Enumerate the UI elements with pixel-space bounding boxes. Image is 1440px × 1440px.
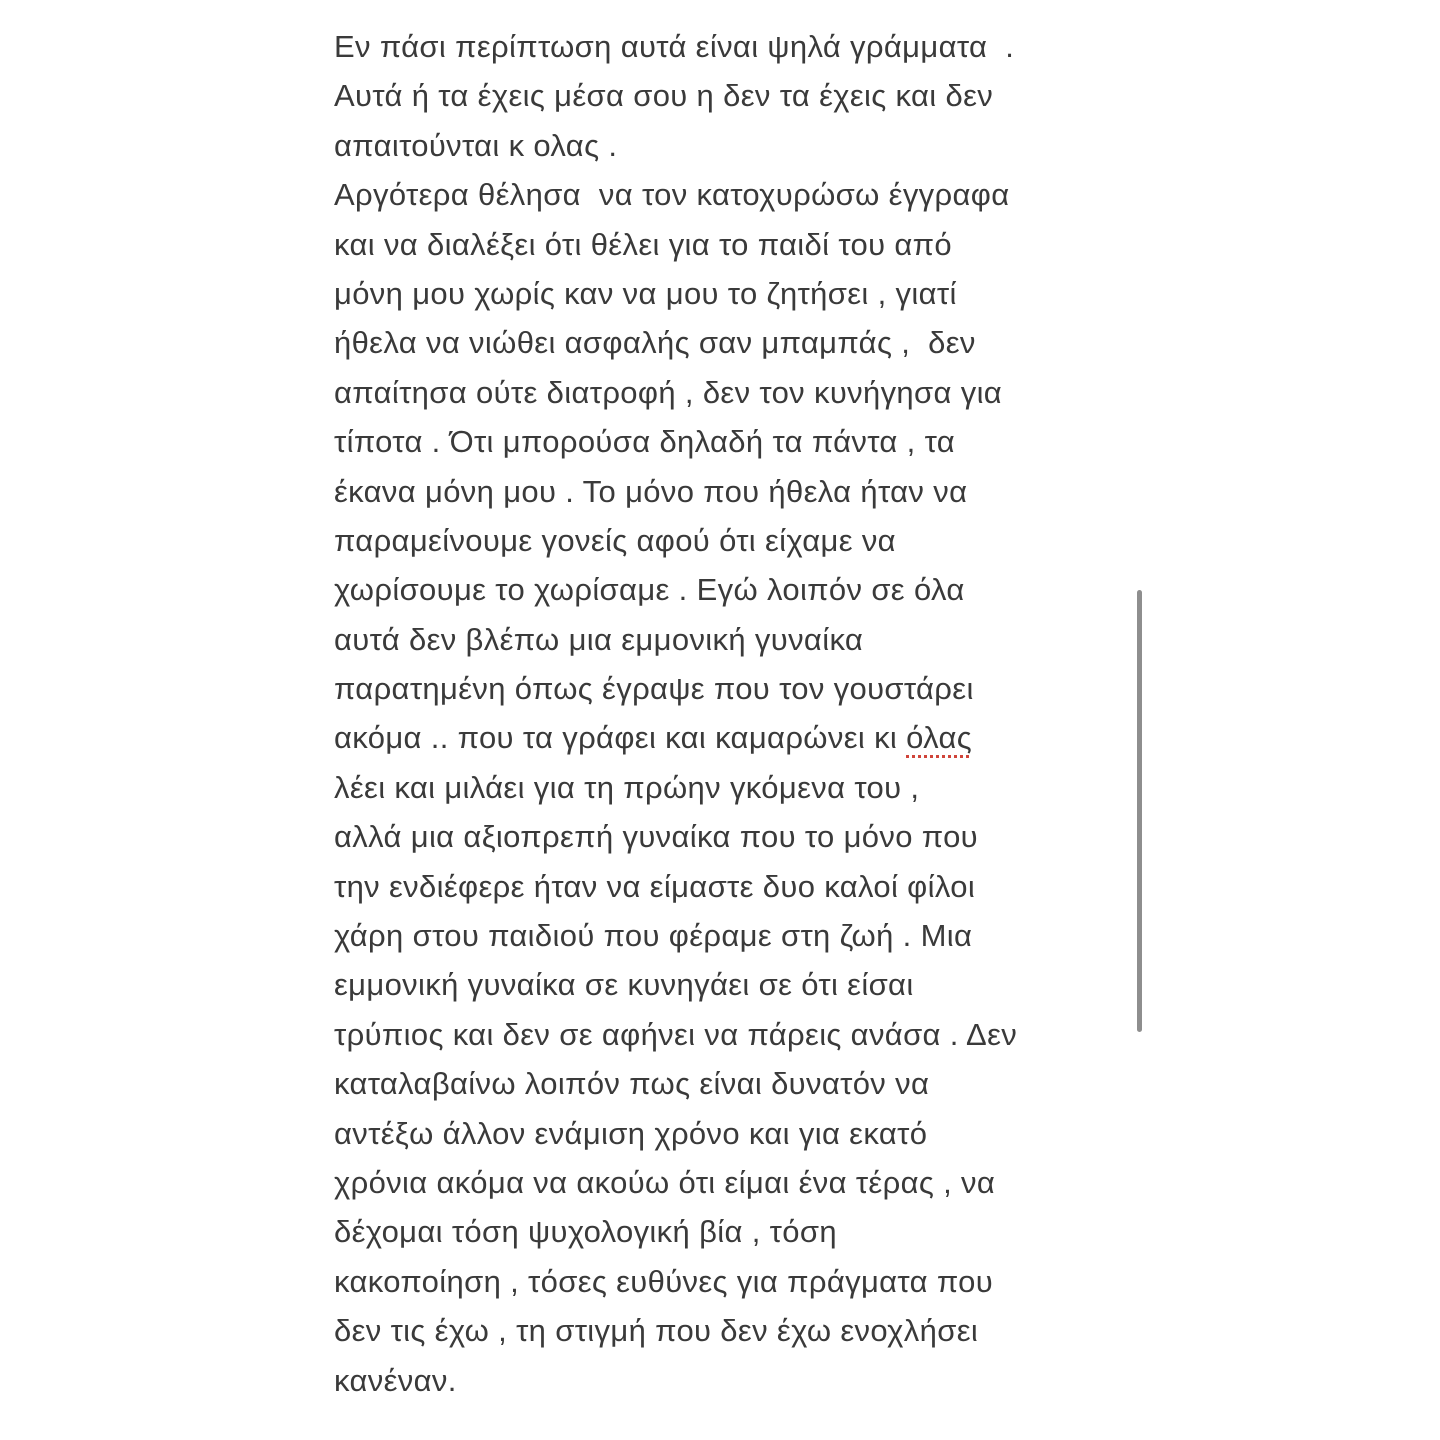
- note-line-3: απαιτούνται κ ολας .: [334, 127, 618, 163]
- misspelled-word[interactable]: όλας: [906, 720, 973, 756]
- note-line-15: [334, 713, 1114, 762]
- note-line-14: παρατημένη όπως έγραψε που τον γουστάρει: [334, 671, 974, 707]
- note-line-5: και να διαλέξει ότι θέλει για το παιδί του από: [334, 226, 952, 262]
- note-line-15-text: ακόμα .. που τα γράφει και καμαρώνει κι: [334, 720, 907, 756]
- note-line-25: δέχομαι τόση ψυχολογική βία , τόση: [334, 1214, 837, 1250]
- note-line-2: Αυτά ή τα έχεις μέσα σου η δεν τα έχεις και δεν: [334, 78, 994, 114]
- note-line-11: παραμείνουμε γονείς αφού ότι είχαμε να: [334, 522, 896, 558]
- note-line-12: χωρίσουμε το χωρίσαμε . Εγώ λοιπόν σε όλα: [334, 572, 965, 608]
- note-line-9: τίποτα . Ότι μπορούσα δηλαδή τα πάντα , τα: [334, 424, 956, 460]
- note-line-21: τρύπιος και δεν σε αφήνει να πάρεις ανάσα . Δεν: [334, 1016, 1018, 1052]
- note-line-13: αυτά δεν βλέπω μια εμμονική γυναίκα: [334, 621, 864, 657]
- note-line-10: έκανα μόνη μου . Το μόνο που ήθελα ήταν να: [334, 473, 968, 509]
- note-line-20: εμμονική γυναίκα σε κυνηγάει σε ότι είσαι: [334, 967, 914, 1003]
- note-line-4: Αργότερα θέλησα να τον κατοχυρώσω έγγραφα: [334, 177, 1010, 213]
- note-line-24: χρόνια ακόμα να ακούω ότι είμαι ένα τέρας , να: [334, 1164, 996, 1200]
- note-line-28: κανέναν.: [334, 1362, 457, 1398]
- note-line-18: την ενδιέφερε ήταν να είμαστε δυο καλοί φίλοι: [334, 868, 976, 904]
- note-line-27: δεν τις έχω , τη στιγμή που δεν έχω ενοχλήσει: [334, 1313, 979, 1349]
- note-text-area[interactable]: [334, 22, 1114, 1405]
- note-line-16: λέει και μιλάει για τη πρώην γκόμενα του ,: [334, 769, 920, 805]
- note-line-1: Εν πάσι περίπτωση αυτά είναι ψηλά γράμματα .: [334, 29, 1015, 64]
- vertical-scrollbar[interactable]: [1134, 580, 1144, 1040]
- note-line-17: αλλά μια αξιοπρεπή γυναίκα που το μόνο που: [334, 819, 978, 855]
- scrollbar-thumb[interactable]: [1137, 590, 1142, 1032]
- note-line-8: απαίτησα ούτε διατροφή , δεν τον κυνήγησα για: [334, 374, 1003, 410]
- note-line-6: μόνη μου χωρίς καν να μου το ζητήσει , γιατί: [334, 275, 957, 311]
- note-line-23: αντέξω άλλον ενάμιση χρόνο και για εκατό: [334, 1115, 928, 1151]
- note-line-22: καταλαβαίνω λοιπόν πως είναι δυνατόν να: [334, 1066, 930, 1102]
- note-line-26: κακοποίηση , τόσες ευθύνες για πράγματα που: [334, 1263, 994, 1299]
- note-line-19: χάρη στου παιδιού που φέραμε στη ζωή . Μια: [334, 918, 973, 954]
- note-line-7: ήθελα να νιώθει ασφαλής σαν μπαμπάς , δεν: [334, 325, 976, 361]
